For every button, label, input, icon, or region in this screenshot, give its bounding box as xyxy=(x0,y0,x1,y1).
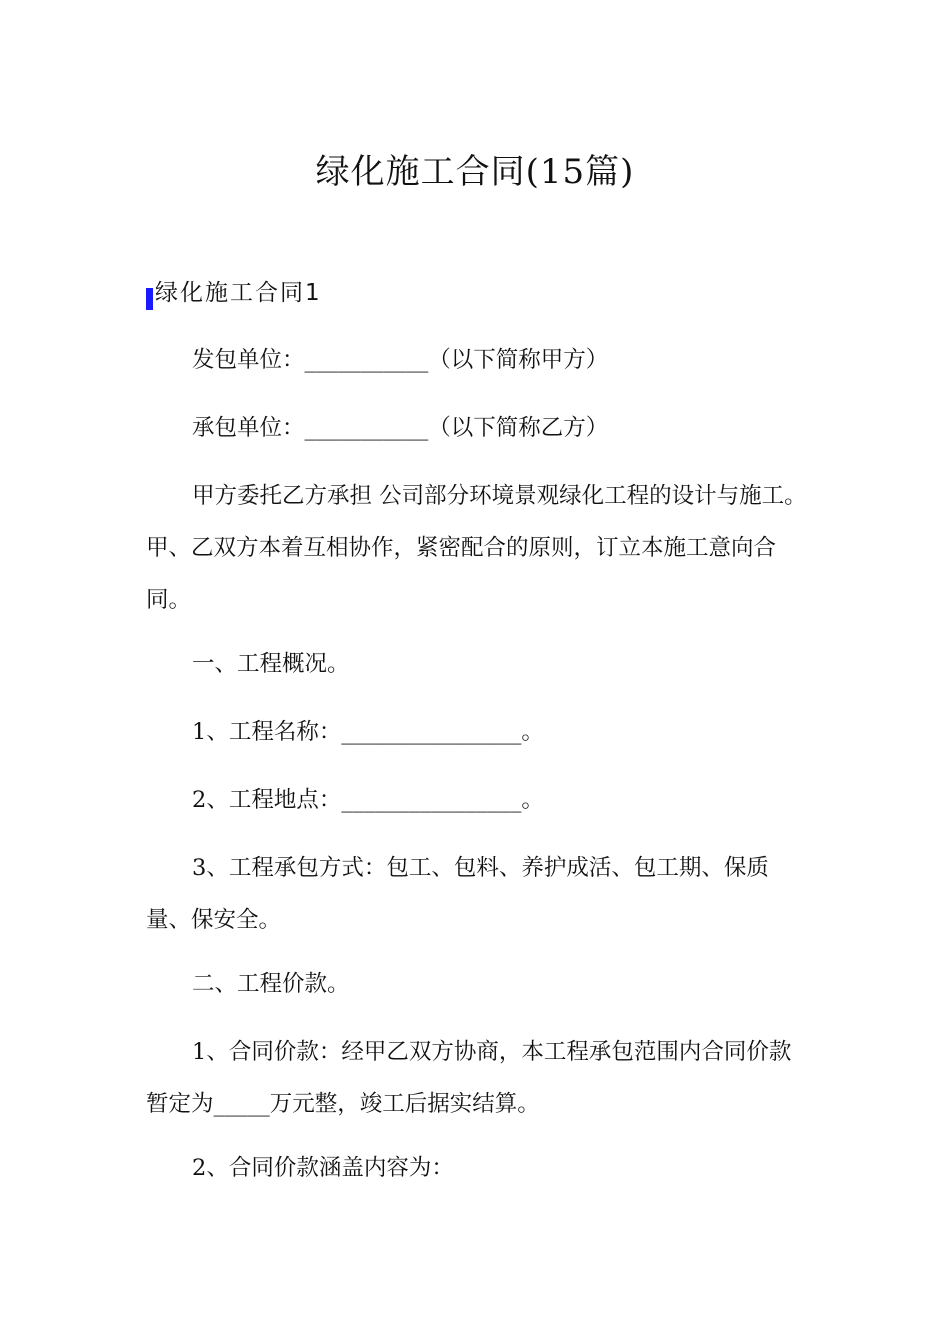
paragraph-contract-price: 1、合同价款：经甲乙双方协商，本工程承包范围内合同价款暂定为_____万元整，竣工后据实结算。 xyxy=(146,1039,792,1117)
document-title: 绿化施工合同(15篇) xyxy=(315,152,635,192)
paragraph-price-coverage: 2、合同价款涵盖内容为： xyxy=(192,1155,454,1181)
paragraph-contract-method: 3、工程承包方式：包工、包料、养护成活、包工期、保质量、保安全。 xyxy=(146,855,769,933)
paragraph-section-1: 一、工程概况。 xyxy=(192,651,350,677)
paragraph-contractor: 承包单位：___________（以下简称乙方） xyxy=(192,415,609,441)
section-heading xyxy=(146,276,322,310)
paragraph-employer: 发包单位：___________（以下简称甲方） xyxy=(192,347,609,373)
section-heading-text: 绿化施工合同1 xyxy=(155,280,322,306)
paragraph-project-location: 2、工程地点：________________。 xyxy=(192,787,544,813)
heading-marker-bar xyxy=(146,288,153,310)
paragraph-intro: 甲方委托乙方承担 公司部分环境景观绿化工程的设计与施工。甲、乙双方本着互相协作，紧密配合的原则，订立本施工意向合同。 xyxy=(146,483,807,613)
paragraph-project-name: 1、工程名称：________________。 xyxy=(192,719,544,745)
paragraph-section-2: 二、工程价款。 xyxy=(192,971,350,997)
